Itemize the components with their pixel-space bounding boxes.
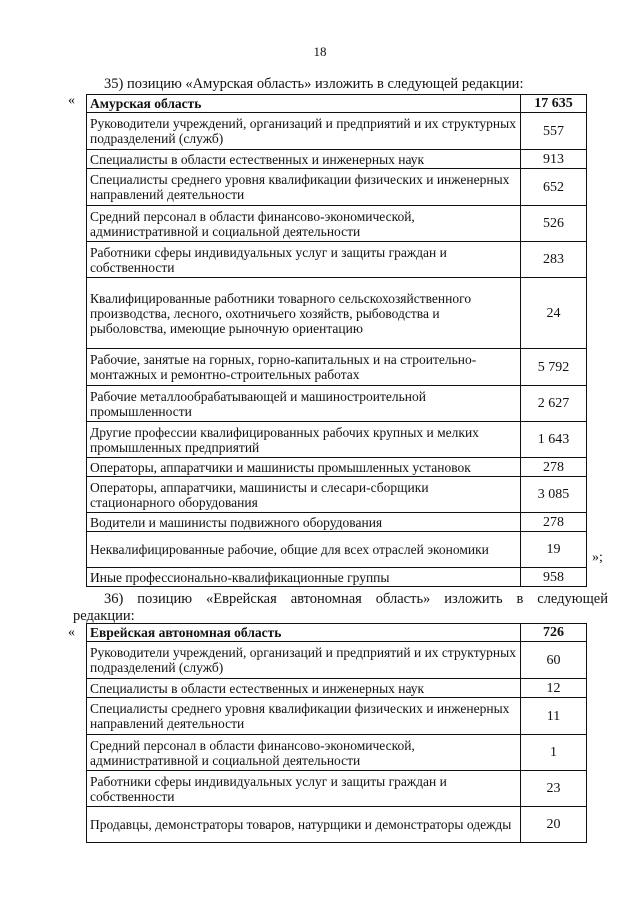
section-35-open-quote: «	[68, 93, 75, 108]
section-35-close-quote: »;	[592, 550, 603, 565]
row-value: 278	[521, 458, 587, 477]
table-row	[87, 206, 587, 242]
row-value: 60	[521, 642, 587, 679]
row-label: Специалисты среднего уровня квалификации физических и инженерных направлений деятельности	[87, 169, 521, 206]
region-total: 726	[521, 624, 587, 642]
row-value: 1 643	[521, 422, 587, 458]
region-total: 17 635	[521, 95, 587, 113]
row-label: Неквалифицированные рабочие, общие для всех отраслей экономики	[87, 532, 521, 568]
jewish-autonomous-region-table	[86, 623, 587, 843]
row-value: 5 792	[521, 349, 587, 386]
section-36-open-quote: «	[68, 625, 75, 640]
table-row	[87, 513, 587, 532]
row-value: 913	[521, 150, 587, 169]
row-label: Руководители учреждений, организаций и предприятий и их структурных подразделений (служб)	[87, 642, 521, 679]
row-label: Работники сферы индивидуальных услуг и защиты граждан и собственности	[87, 242, 521, 278]
row-label: Специалисты в области естественных и инженерных наук	[87, 150, 521, 169]
table-row	[87, 771, 587, 807]
table-row	[87, 278, 587, 349]
table-row	[87, 386, 587, 422]
section-35-intro: 35) позицию «Амурская область» изложить в следующей редакции:	[104, 76, 524, 92]
row-label: Иные профессионально-квалификационные группы	[87, 568, 521, 587]
row-label: Работники сферы индивидуальных услуг и защиты граждан и собственности	[87, 771, 521, 807]
row-value: 278	[521, 513, 587, 532]
table-row	[87, 477, 587, 513]
row-value: 23	[521, 771, 587, 807]
table-row	[87, 807, 587, 843]
table-row	[87, 113, 587, 150]
row-value: 652	[521, 169, 587, 206]
table-row	[87, 422, 587, 458]
row-label: Специалисты в области естественных и инженерных наук	[87, 679, 521, 698]
table-row	[87, 349, 587, 386]
row-label: Средний персонал в области финансово-экономической, административной и социальной деятельности	[87, 206, 521, 242]
section-36-intro-line2: редакции:	[73, 608, 135, 624]
row-value: 283	[521, 242, 587, 278]
row-label: Рабочие, занятые на горных, горно-капитальных и на строительно-монтажных и ремонтно-строительных работах	[87, 349, 521, 386]
row-value: 1	[521, 735, 587, 771]
table-row	[87, 642, 587, 679]
row-value: 3 085	[521, 477, 587, 513]
table-row	[87, 150, 587, 169]
table-row	[87, 735, 587, 771]
row-value: 958	[521, 568, 587, 587]
row-value: 12	[521, 679, 587, 698]
row-label: Средний персонал в области финансово-экономической, административной и социальной деятельности	[87, 735, 521, 771]
row-value: 2 627	[521, 386, 587, 422]
table-header-row	[87, 624, 587, 642]
table-row	[87, 169, 587, 206]
table-row	[87, 698, 587, 735]
row-label: Операторы, аппаратчики и машинисты промышленных установок	[87, 458, 521, 477]
row-label: Операторы, аппаратчики, машинисты и слесари-сборщики стационарного оборудования	[87, 477, 521, 513]
row-label: Другие профессии квалифицированных рабочих крупных и мелких промышленных предприятий	[87, 422, 521, 458]
amur-region-table	[86, 94, 587, 587]
table-header-row	[87, 95, 587, 113]
row-label: Продавцы, демонстраторы товаров, натурщики и демонстраторы одежды	[87, 807, 521, 843]
row-value: 557	[521, 113, 587, 150]
table-row	[87, 679, 587, 698]
row-value: 526	[521, 206, 587, 242]
row-value: 20	[521, 807, 587, 843]
row-label: Водители и машинисты подвижного оборудования	[87, 513, 521, 532]
table-row	[87, 242, 587, 278]
row-label: Руководители учреждений, организаций и предприятий и их структурных подразделений (служб)	[87, 113, 521, 150]
table-row	[87, 458, 587, 477]
row-label: Специалисты среднего уровня квалификации физических и инженерных направлений деятельности	[87, 698, 521, 735]
region-name: Еврейская автономная область	[87, 624, 521, 642]
page-number: 18	[313, 44, 327, 59]
row-value: 19	[521, 532, 587, 568]
region-name: Амурская область	[87, 95, 521, 113]
table-row	[87, 568, 587, 587]
row-value: 24	[521, 278, 587, 349]
row-label: Рабочие металлообрабатывающей и машиностроительной промышленности	[87, 386, 521, 422]
row-value: 11	[521, 698, 587, 735]
section-36-intro-line1: 36) позицию «Еврейская автономная область» изложить в следующей	[104, 591, 608, 607]
row-label: Квалифицированные работники товарного сельскохозяйственного производства, лесного, охотничьего хозяйств, рыбоводства и рыболовства, имеющие рыночную ориентацию	[87, 278, 521, 349]
table-row	[87, 532, 587, 568]
